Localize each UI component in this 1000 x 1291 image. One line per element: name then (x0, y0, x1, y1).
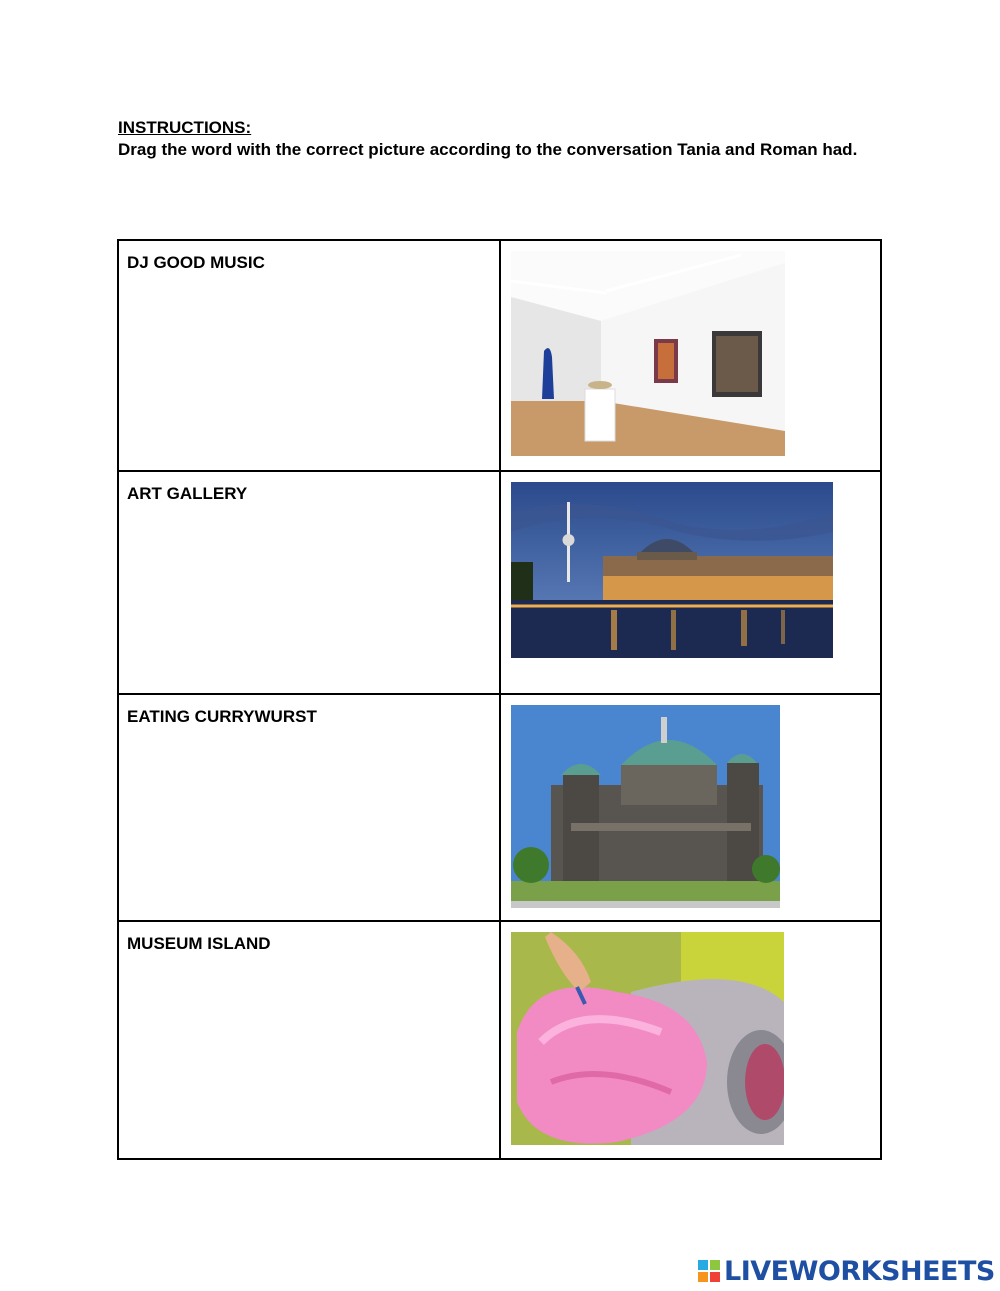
logo-square (710, 1272, 720, 1282)
word-label[interactable]: DJ GOOD MUSIC (127, 253, 265, 272)
art-gallery-photo (511, 251, 785, 456)
logo-square (698, 1272, 708, 1282)
berlin-cathedral-photo (511, 705, 780, 908)
picture-cell (500, 471, 881, 694)
museum-island-night-photo (511, 482, 833, 658)
liveworksheets-logo (698, 1253, 995, 1289)
instructions-heading: INSTRUCTIONS: (118, 118, 252, 137)
instructions-text: Drag the word with the correct picture according to the conversation Tania and Roman had. (118, 140, 858, 159)
word-label[interactable]: EATING CURRYWURST (127, 707, 317, 726)
table-row (118, 240, 881, 471)
drop-zone[interactable] (118, 240, 500, 471)
word-label[interactable]: MUSEUM ISLAND (127, 934, 271, 953)
cotton-candy-photo (511, 932, 784, 1145)
picture-cell (500, 694, 881, 921)
picture-cell (500, 921, 881, 1159)
logo-text: LIVEWORKSHEETS (724, 1255, 995, 1287)
matching-table (117, 239, 882, 1160)
drop-zone[interactable] (118, 694, 500, 921)
drop-zone[interactable] (118, 921, 500, 1159)
table-row (118, 471, 881, 694)
table-row (118, 694, 881, 921)
logo-mark-icon (698, 1260, 720, 1282)
logo-square (698, 1260, 708, 1270)
table-row (118, 921, 881, 1159)
word-label[interactable]: ART GALLERY (127, 484, 248, 503)
drop-zone[interactable] (118, 471, 500, 694)
logo-square (710, 1260, 720, 1270)
picture-cell (500, 240, 881, 471)
